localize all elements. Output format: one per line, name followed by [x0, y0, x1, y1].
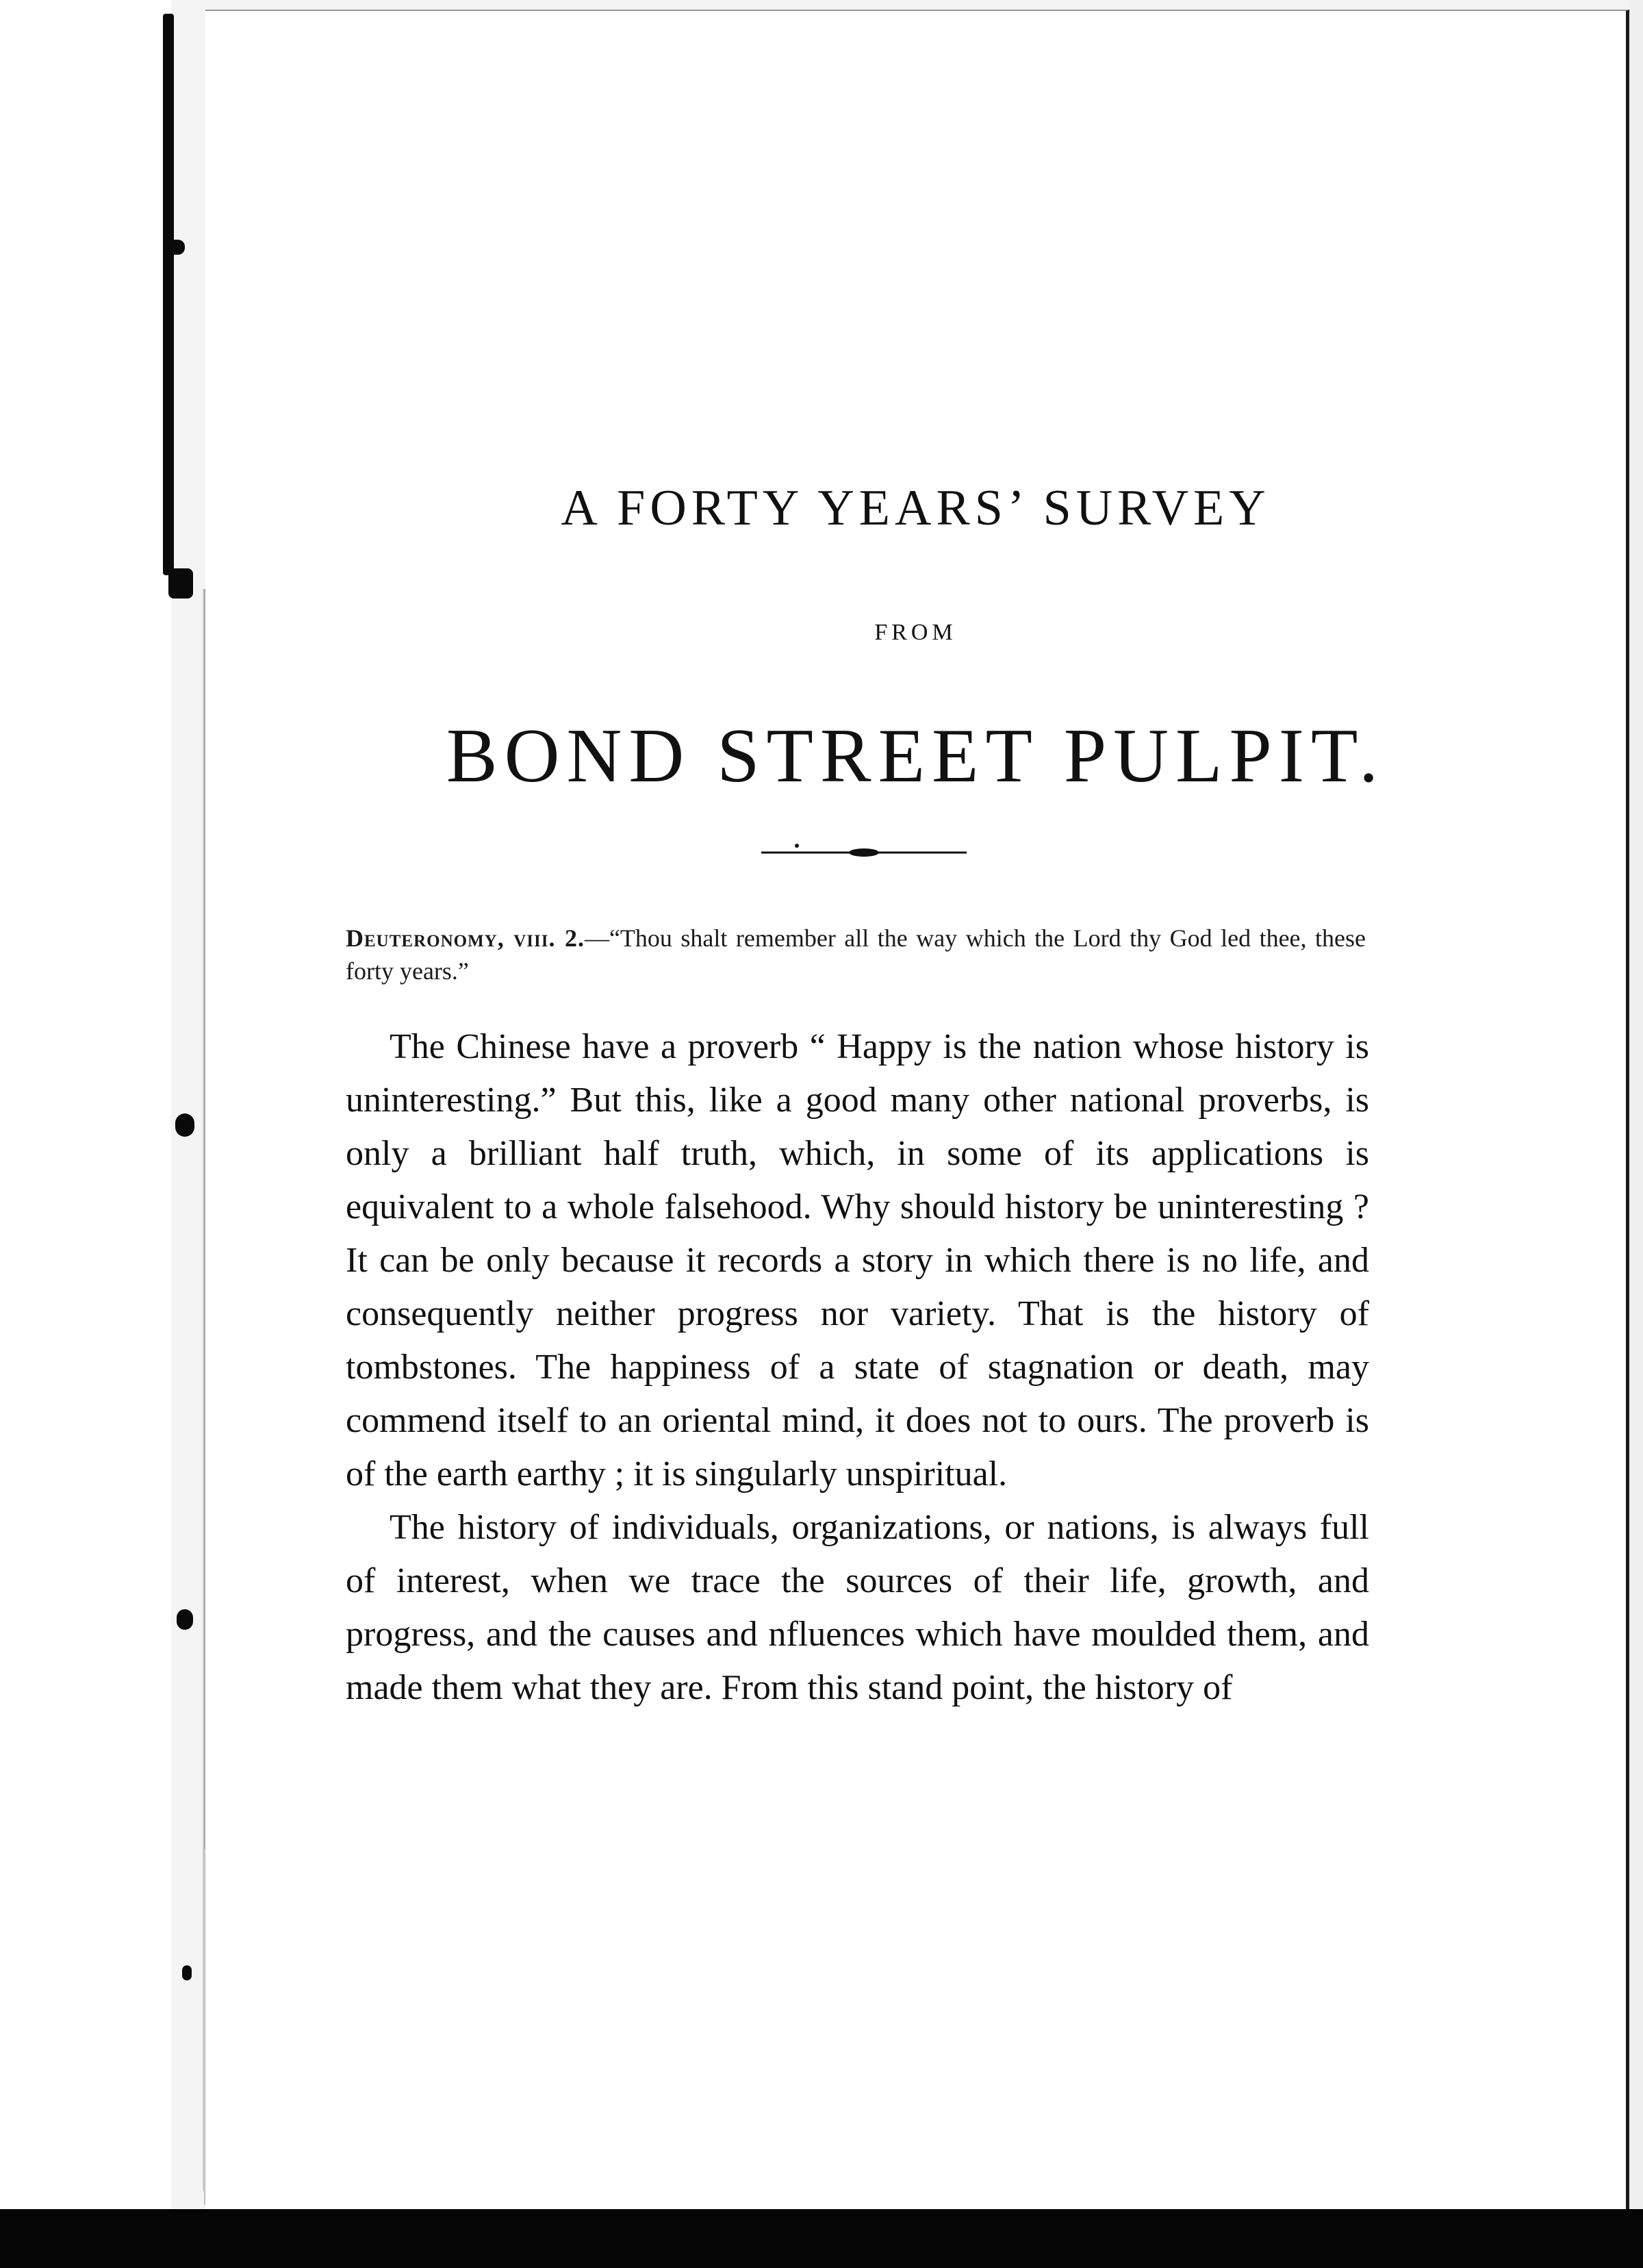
- binding-mark: [182, 1965, 192, 1980]
- epigraph: [346, 922, 1366, 987]
- scan-bottom-edge: [0, 2209, 1643, 2268]
- ornamental-rule: [761, 842, 967, 863]
- title-connector: FROM: [874, 620, 957, 645]
- paragraph: The Chinese have a proverb “ Happy is the nation whose history is uninteresting.” But this, like a good many other national proverbs, is only a brilliant half truth, which, in some of its applications is equivalent to a whole falsehood. Why should history be uninteresting ? It can be only because it records a story in which there is no life, and consequently neither progress nor variety. That is the history of tombstones. The happiness of a state of stagnation or death, may commend itself to an oriental mind, it does not to ours. The proverb is of the earth earthy ; it is singularly unspiritual.: [346, 1027, 1369, 1494]
- body-text: [346, 1020, 1369, 1715]
- epigraph-reference: Deuteronomy, viii. 2.: [346, 924, 585, 952]
- binding-mark: [177, 1609, 193, 1630]
- binding-mark: [168, 568, 193, 598]
- scan-gutter: [0, 0, 171, 2268]
- paragraph: The history of individuals, organizations, or nations, is always full of interest, when we trace the sources of their life, growth, and progress, and the causes and nfluences which have moulded them, and made them what they are. From this stand point, the history of: [346, 1508, 1369, 1707]
- page-subtitle: BOND STREET PULPIT.: [446, 714, 1386, 798]
- binding-edge: [163, 14, 174, 575]
- page-title: A FORTY YEARS’ SURVEY: [561, 480, 1271, 536]
- scan-right-margin: [1629, 0, 1643, 2268]
- epigraph-quote: —“Thou shalt remember all the way which the Lord thy God led thee, these forty years.”: [346, 924, 1366, 985]
- binding-mark: [168, 240, 185, 255]
- binding-mark: [175, 1113, 194, 1137]
